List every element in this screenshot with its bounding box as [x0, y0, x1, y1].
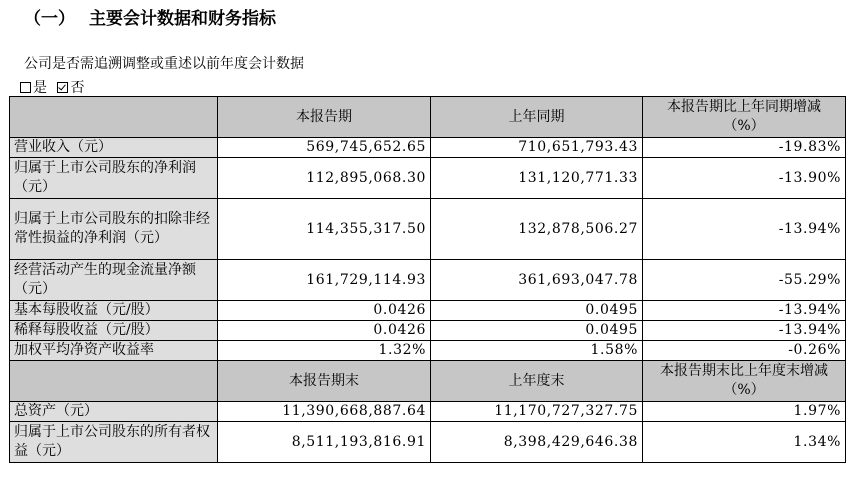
row-label: 稀释每股收益（元/股）	[10, 321, 218, 341]
yes-checkbox[interactable]	[20, 82, 31, 93]
change-value: 1.34%	[643, 422, 846, 463]
header-prior-period: 上年同期	[431, 97, 643, 138]
header-period-end: 本报告期末	[218, 361, 431, 402]
prior-value: 1.58%	[431, 341, 643, 361]
current-value: 114,355,317.50	[218, 199, 431, 260]
change-value: -13.94%	[643, 301, 846, 321]
prior-value: 710,651,793.43	[431, 138, 643, 158]
no-label: 否	[70, 80, 85, 96]
row-label: 基本每股收益（元/股）	[10, 301, 218, 321]
no-checkbox[interactable]	[57, 82, 68, 93]
restate-options	[20, 77, 84, 97]
current-value: 11,390,668,887.64	[218, 402, 431, 422]
table-row	[10, 301, 846, 321]
current-value: 0.0426	[218, 301, 431, 321]
table-row	[10, 158, 846, 199]
restate-question: 公司是否需追溯调整或重述以前年度会计数据	[24, 56, 304, 72]
header-current-period: 本报告期	[218, 97, 431, 138]
prior-value: 0.0495	[431, 321, 643, 341]
table1-header-blank	[10, 97, 218, 138]
prior-value: 0.0495	[431, 301, 643, 321]
section-heading	[24, 4, 276, 29]
header-change: 本报告期比上年同期增减 （%）	[643, 97, 846, 138]
header-change-end: 本报告期末比上年度末增减 （%）	[643, 361, 846, 402]
change-value: -13.94%	[643, 321, 846, 341]
table-row	[10, 341, 846, 361]
row-label: 总资产（元）	[10, 402, 218, 422]
change-value: -19.83%	[643, 138, 846, 158]
prior-value: 131,120,771.33	[431, 158, 643, 199]
change-value: -13.94%	[643, 199, 846, 260]
yes-label: 是	[33, 80, 47, 96]
current-value: 1.32%	[218, 341, 431, 361]
row-label: 归属于上市公司股东的扣除非经常性损益的净利润（元）	[10, 199, 218, 260]
row-label: 归属于上市公司股东的净利润（元）	[10, 158, 218, 199]
table-row	[10, 260, 846, 301]
section-number: （一）	[24, 9, 75, 29]
row-label: 营业收入（元）	[10, 138, 218, 158]
current-value: 569,745,652.65	[218, 138, 431, 158]
prior-value: 132,878,506.27	[431, 199, 643, 260]
section-title: 主要会计数据和财务指标	[89, 9, 276, 29]
row-label: 经营活动产生的现金流量净额（元）	[10, 260, 218, 301]
table2-header-blank	[10, 361, 218, 402]
table2-header-row	[10, 361, 846, 402]
table-row	[10, 138, 846, 158]
financial-indicators-table	[9, 96, 846, 463]
change-value: -13.90%	[643, 158, 846, 199]
change-value: -0.26%	[643, 341, 846, 361]
table-row	[10, 199, 846, 260]
table-row	[10, 321, 846, 341]
row-label: 归属于上市公司股东的所有者权益（元）	[10, 422, 218, 463]
prior-value: 361,693,047.78	[431, 260, 643, 301]
change-value: 1.97%	[643, 402, 846, 422]
current-value: 0.0426	[218, 321, 431, 341]
current-value: 161,729,114.93	[218, 260, 431, 301]
current-value: 8,511,193,816.91	[218, 422, 431, 463]
table-row	[10, 422, 846, 463]
current-value: 112,895,068.30	[218, 158, 431, 199]
prior-value: 8,398,429,646.38	[431, 422, 643, 463]
table-row	[10, 402, 846, 422]
header-prior-year-end: 上年度末	[431, 361, 643, 402]
table1-header-row	[10, 97, 846, 138]
row-label: 加权平均净资产收益率	[10, 341, 218, 361]
change-value: -55.29%	[643, 260, 846, 301]
prior-value: 11,170,727,327.75	[431, 402, 643, 422]
